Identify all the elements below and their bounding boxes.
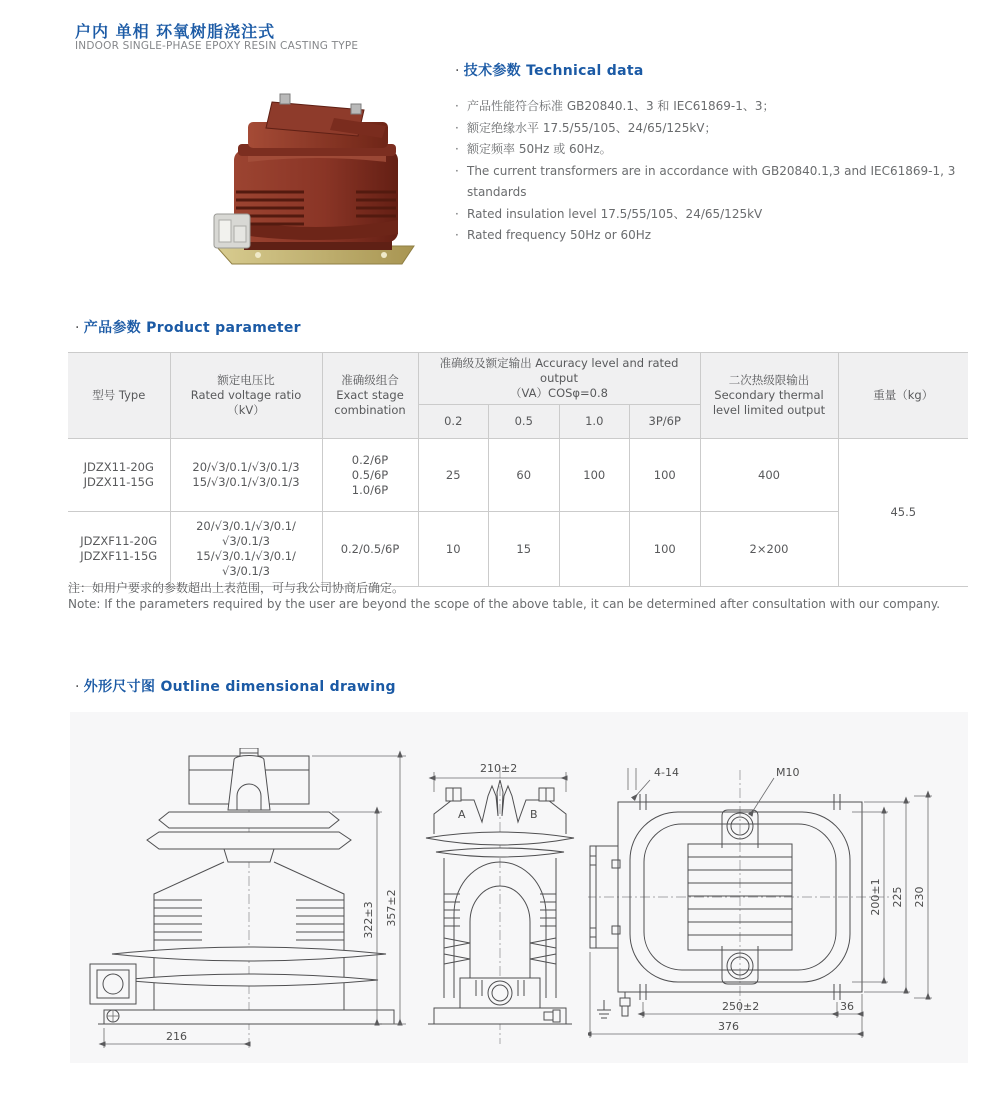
bullet-icon: · [455,142,459,156]
drawing-panel [70,712,968,1063]
bullet-icon: · [75,679,80,695]
dim-label: 357±2 [385,889,398,927]
col-header-0.5: 0.5 [489,405,560,439]
cell-stage: 0.2/0.5/6P [322,512,418,587]
col-header-accuracy: 准确级及额定输出 Accuracy level and rated output （VA）COSφ=0.8 [418,353,700,405]
cell-ratio: 20/√3/0.1/√3/0.1/√3/0.1/3 15/√3/0.1/√3/0.1/√3/0.1/3 [170,512,322,587]
dim-label: 250±2 [722,1000,760,1013]
terminal-b-label: B [530,808,538,821]
tech-item: · 产品性能符合标准 GB20840.1、3 和 IEC61869-1、3； [455,96,970,118]
table-row [68,439,968,512]
cell-va-3p6p: 100 [630,512,701,587]
product-parameter-heading: · 产品参数 Product parameter [75,320,301,336]
top-view-drawing [588,760,960,1056]
technical-data-list [455,96,970,247]
cell-type: JDZX11-20G JDZX11-15G [68,439,170,512]
cell-va-0.2: 10 [418,512,489,587]
tech-item: · 额定绝缘水平 17.5/55/105、24/65/125kV； [455,118,970,140]
cell-secondary: 2×200 [700,512,838,587]
technical-data-heading: · 技术参数 Technical data [455,63,644,79]
cell-stage: 0.2/6P 0.5/6P 1.0/6P [322,439,418,512]
col-header-ratio: 额定电压比 Rated voltage ratio （kV） [170,353,322,439]
col-header-1.0: 1.0 [559,405,630,439]
dim-label: 36 [840,1000,854,1013]
page-subtitle: INDOOR SINGLE-PHASE EPOXY RESIN CASTING TYPE [75,40,359,52]
col-header-0.2: 0.2 [418,405,489,439]
thread-label: M10 [776,766,800,779]
dim-label: 225 [891,886,904,908]
terminal-a-label: A [458,808,466,821]
col-header-3p6p: 3P/6P [630,405,701,439]
col-header-weight: 重量（kg） [838,353,968,439]
tech-item: · 额定频率 50Hz 或 60Hz。 [455,139,970,161]
bullet-icon: · [75,320,80,336]
bullet-icon: · [455,228,459,242]
col-header-type: 型号 Type [68,353,170,439]
cell-secondary: 400 [700,439,838,512]
side-view-drawing [418,752,583,1052]
cell-weight: 45.5 [838,439,968,587]
tech-item: · Rated frequency 50Hz or 60Hz [455,225,970,247]
col-header-stage: 准确级组合 Exact stage combination [322,353,418,439]
bullet-icon: · [455,120,459,135]
bullet-icon: · [455,63,460,79]
cell-ratio: 20/√3/0.1/√3/0.1/3 15/√3/0.1/√3/0.1/3 [170,439,322,512]
col-header-secondary: 二次热级限输出 Secondary thermal level limited output [700,353,838,439]
cell-va-3p6p: 100 [630,439,701,512]
bullet-icon: · [455,206,459,221]
tech-item: · The current transformers are in accordance with GB20840.1,3 and IEC61869-1, 3 standards [455,161,970,204]
product-photo [188,88,442,274]
dim-label: 230 [913,886,926,908]
table-row [68,512,968,587]
dim-label: 210±2 [480,762,518,775]
dim-label: 376 [718,1020,739,1033]
bullet-icon: · [455,99,459,113]
outline-drawing-heading: · 外形尺寸图 Outline dimensional drawing [75,679,396,695]
mounting-holes-label: 4-14 [654,766,679,779]
cell-va-0.5: 60 [489,439,560,512]
cell-va-0.5: 15 [489,512,560,587]
note-zh: 注：如用户要求的参数超出上表范围，可与我公司协商后确定。 [68,581,405,595]
cell-va-1.0 [559,512,630,587]
front-view-drawing [84,748,416,1056]
cell-type: JDZXF11-20G JDZXF11-15G [68,512,170,587]
dim-label: 200±1 [869,878,882,916]
note-en: Note: If the parameters required by the user are beyond the scope of the above table, it can be determined after consultation with our company. [68,597,941,611]
dim-label: 322±3 [362,901,375,939]
cell-va-1.0: 100 [559,439,630,512]
cell-va-0.2: 25 [418,439,489,512]
bullet-icon: · [455,163,459,178]
tech-item: · Rated insulation level 17.5/55/105、24/65/125kV [455,204,970,226]
product-parameter-table [68,352,968,587]
technical-data-section [455,60,970,247]
dim-label: 216 [166,1030,187,1043]
page-title: 户内 单相 环氧树脂浇注式 [75,22,276,41]
